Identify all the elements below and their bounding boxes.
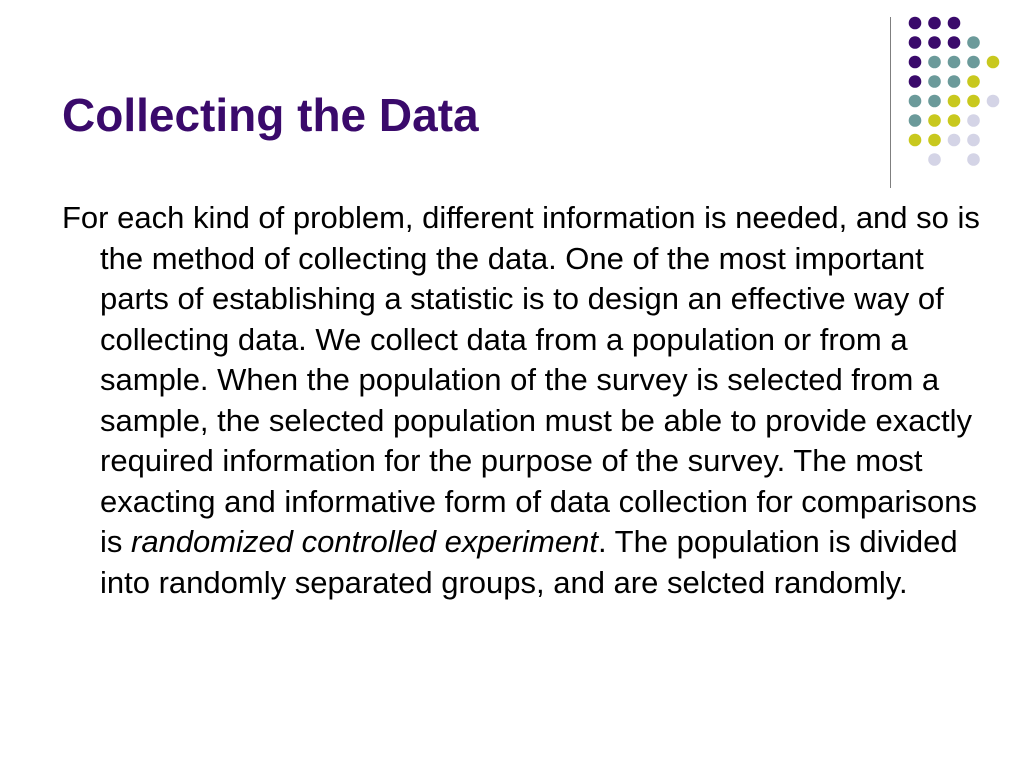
decorative-dot-teal bbox=[928, 75, 941, 88]
decorative-dot-olive bbox=[948, 95, 961, 108]
decorative-dot-teal bbox=[928, 56, 941, 69]
decorative-dot-teal bbox=[948, 75, 961, 88]
decorative-dot-olive bbox=[967, 75, 980, 88]
decorative-dot-lavender bbox=[967, 114, 980, 127]
decorative-dot-olive bbox=[948, 114, 961, 127]
decorative-dot-lavender bbox=[928, 153, 941, 166]
decorative-dot-teal bbox=[967, 36, 980, 49]
decorative-dot-purple bbox=[928, 17, 941, 30]
slide-body-text bbox=[62, 198, 1000, 603]
decorative-dot-olive bbox=[967, 95, 980, 108]
decorative-dot-olive bbox=[928, 134, 941, 147]
decorative-dot-purple bbox=[948, 17, 961, 30]
decorative-dot-lavender bbox=[948, 134, 961, 147]
decorative-dot-olive bbox=[987, 56, 1000, 69]
decorative-dot-olive bbox=[909, 134, 922, 147]
decorative-dot-purple bbox=[909, 17, 922, 30]
decorative-dot-purple bbox=[909, 75, 922, 88]
decorative-dot-lavender bbox=[967, 153, 980, 166]
body-text-part-1: For each kind of problem, different information is needed, and so is the method of collecting the data. One of the most important parts of establishing a statistic is to design an effective way of collecting data. We collect data from a population or from a sample. When the population of the survey is selected from a sample, the selected population must be able to provide exactly required information for the purpose of the survey. The most exacting and informative form of data collection for comparisons is bbox=[62, 200, 980, 559]
decorative-dot-purple bbox=[909, 56, 922, 69]
vertical-divider bbox=[890, 17, 891, 188]
decorative-dot-teal bbox=[909, 95, 922, 108]
decorative-dot-purple bbox=[928, 36, 941, 49]
decorative-dot-grid bbox=[0, 0, 1024, 170]
decorative-dot-purple bbox=[948, 36, 961, 49]
body-text-emphasis: randomized controlled experiment bbox=[131, 524, 598, 559]
body-text-part-2: . The population is divided into randomly separated groups, and are selcted randomly. bbox=[100, 524, 958, 600]
slide-title: Collecting the Data bbox=[62, 89, 479, 141]
decorative-dot-teal bbox=[928, 95, 941, 108]
decorative-dot-teal bbox=[909, 114, 922, 127]
decorative-dot-lavender bbox=[967, 134, 980, 147]
decorative-dot-lavender bbox=[987, 95, 1000, 108]
decorative-dot-teal bbox=[948, 56, 961, 69]
decorative-dot-teal bbox=[967, 56, 980, 69]
decorative-dot-olive bbox=[928, 114, 941, 127]
decorative-dot-purple bbox=[909, 36, 922, 49]
